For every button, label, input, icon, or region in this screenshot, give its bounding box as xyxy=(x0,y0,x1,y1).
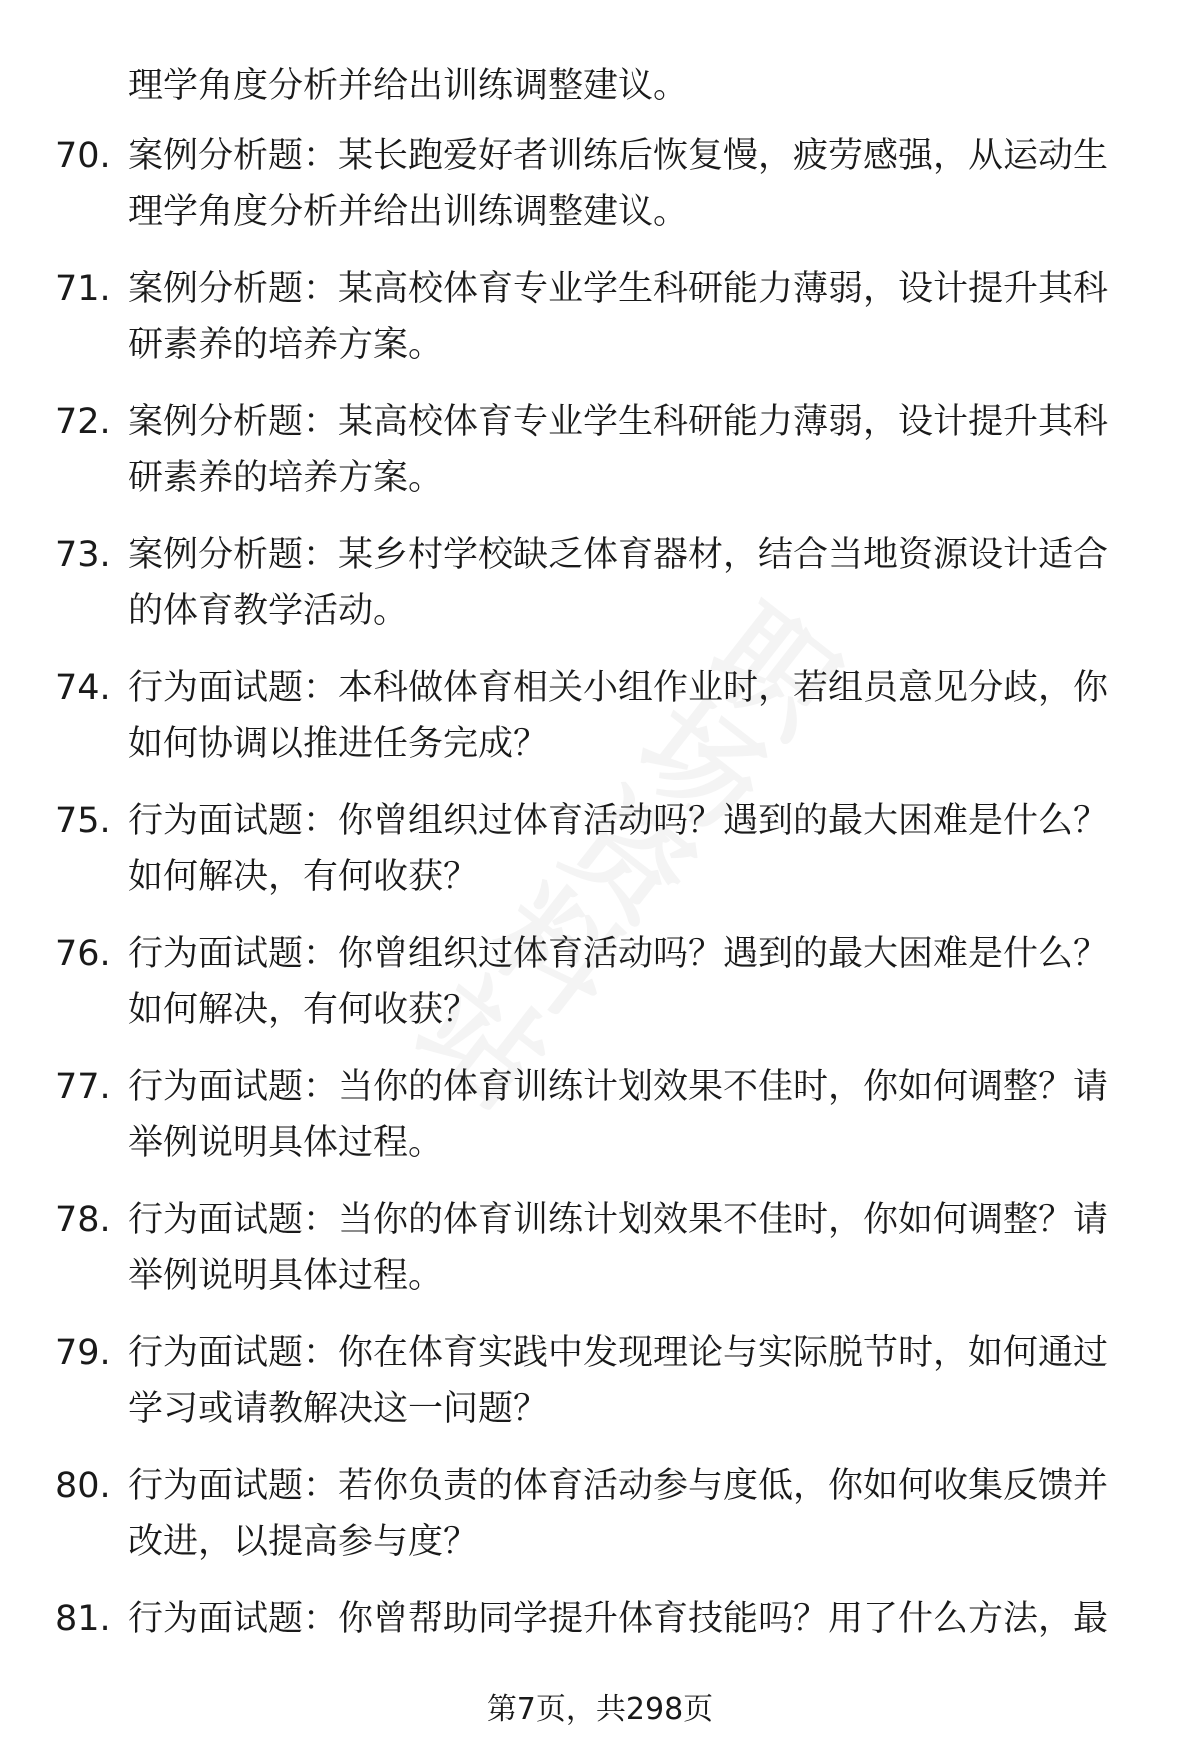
item-text-line: 行为面试题：当你的体育训练计划效果不佳时，你如何调整？请 xyxy=(128,1200,1109,1240)
item-text-line: 行为面试题：你在体育实践中发现理论与实际脱节时，如何通过 xyxy=(128,1333,1109,1373)
item-text-line: 学习或请教解决这一问题？ xyxy=(128,1389,549,1429)
item-number: 79. xyxy=(55,1333,111,1373)
item-text-line: 改进，以提高参与度？ xyxy=(128,1522,479,1562)
item-number: 80. xyxy=(55,1466,111,1506)
item-number: 72. xyxy=(55,402,111,442)
item-text-line: 行为面试题：当你的体育训练计划效果不佳时，你如何调整？请 xyxy=(128,1067,1109,1107)
item-text-line: 的体育教学活动。 xyxy=(128,591,409,631)
item-number: 71. xyxy=(55,269,111,309)
item-text-line: 行为面试题：你曾组织过体育活动吗？遇到的最大困难是什么？ xyxy=(128,801,1109,841)
item-text-line: 案例分析题：某高校体育专业学生科研能力薄弱，设计提升其科 xyxy=(128,402,1109,442)
item-number: 81. xyxy=(55,1599,111,1639)
item-number: 77. xyxy=(55,1067,111,1107)
item-text-line: 行为面试题：若你负责的体育活动参与度低，你如何收集反馈并 xyxy=(128,1466,1109,1506)
page-footer: 第7页，共298页 xyxy=(486,1692,714,1727)
item-number: 76. xyxy=(55,934,111,974)
item-number: 73. xyxy=(55,535,111,575)
item-text-line: 理学角度分析并给出训练调整建议。 xyxy=(128,192,689,232)
item-number: 78. xyxy=(55,1200,111,1240)
item-text-line: 行为面试题：本科做体育相关小组作业时，若组员意见分歧，你 xyxy=(128,668,1109,708)
item-text-line: 案例分析题：某乡村学校缺乏体育器材，结合当地资源设计适合 xyxy=(128,535,1109,575)
item-number: 74. xyxy=(55,668,111,708)
item-number: 75. xyxy=(55,801,111,841)
item-text-line: 案例分析题：某长跑爱好者训练后恢复慢，疲劳感强，从运动生 xyxy=(128,136,1109,176)
item-text-line: 行为面试题：你曾帮助同学提升体育技能吗？用了什么方法，最 xyxy=(128,1599,1109,1639)
item-text-line: 案例分析题：某高校体育专业学生科研能力薄弱，设计提升其科 xyxy=(128,269,1109,309)
item-text-line: 如何解决，有何收获？ xyxy=(128,857,479,897)
item-text-line: 研素养的培养方案。 xyxy=(128,325,444,365)
continuation-text: 理学角度分析并给出训练调整建议。 xyxy=(128,66,689,106)
item-text-line: 举例说明具体过程。 xyxy=(128,1256,444,1296)
item-text-line: 研素养的培养方案。 xyxy=(128,458,444,498)
item-text-line: 行为面试题：你曾组织过体育活动吗？遇到的最大困难是什么？ xyxy=(128,934,1109,974)
item-text-line: 如何协调以推进任务完成？ xyxy=(128,724,549,764)
item-text-line: 如何解决，有何收获？ xyxy=(128,990,479,1030)
item-number: 70. xyxy=(55,136,111,176)
item-text-line: 举例说明具体过程。 xyxy=(128,1123,444,1163)
